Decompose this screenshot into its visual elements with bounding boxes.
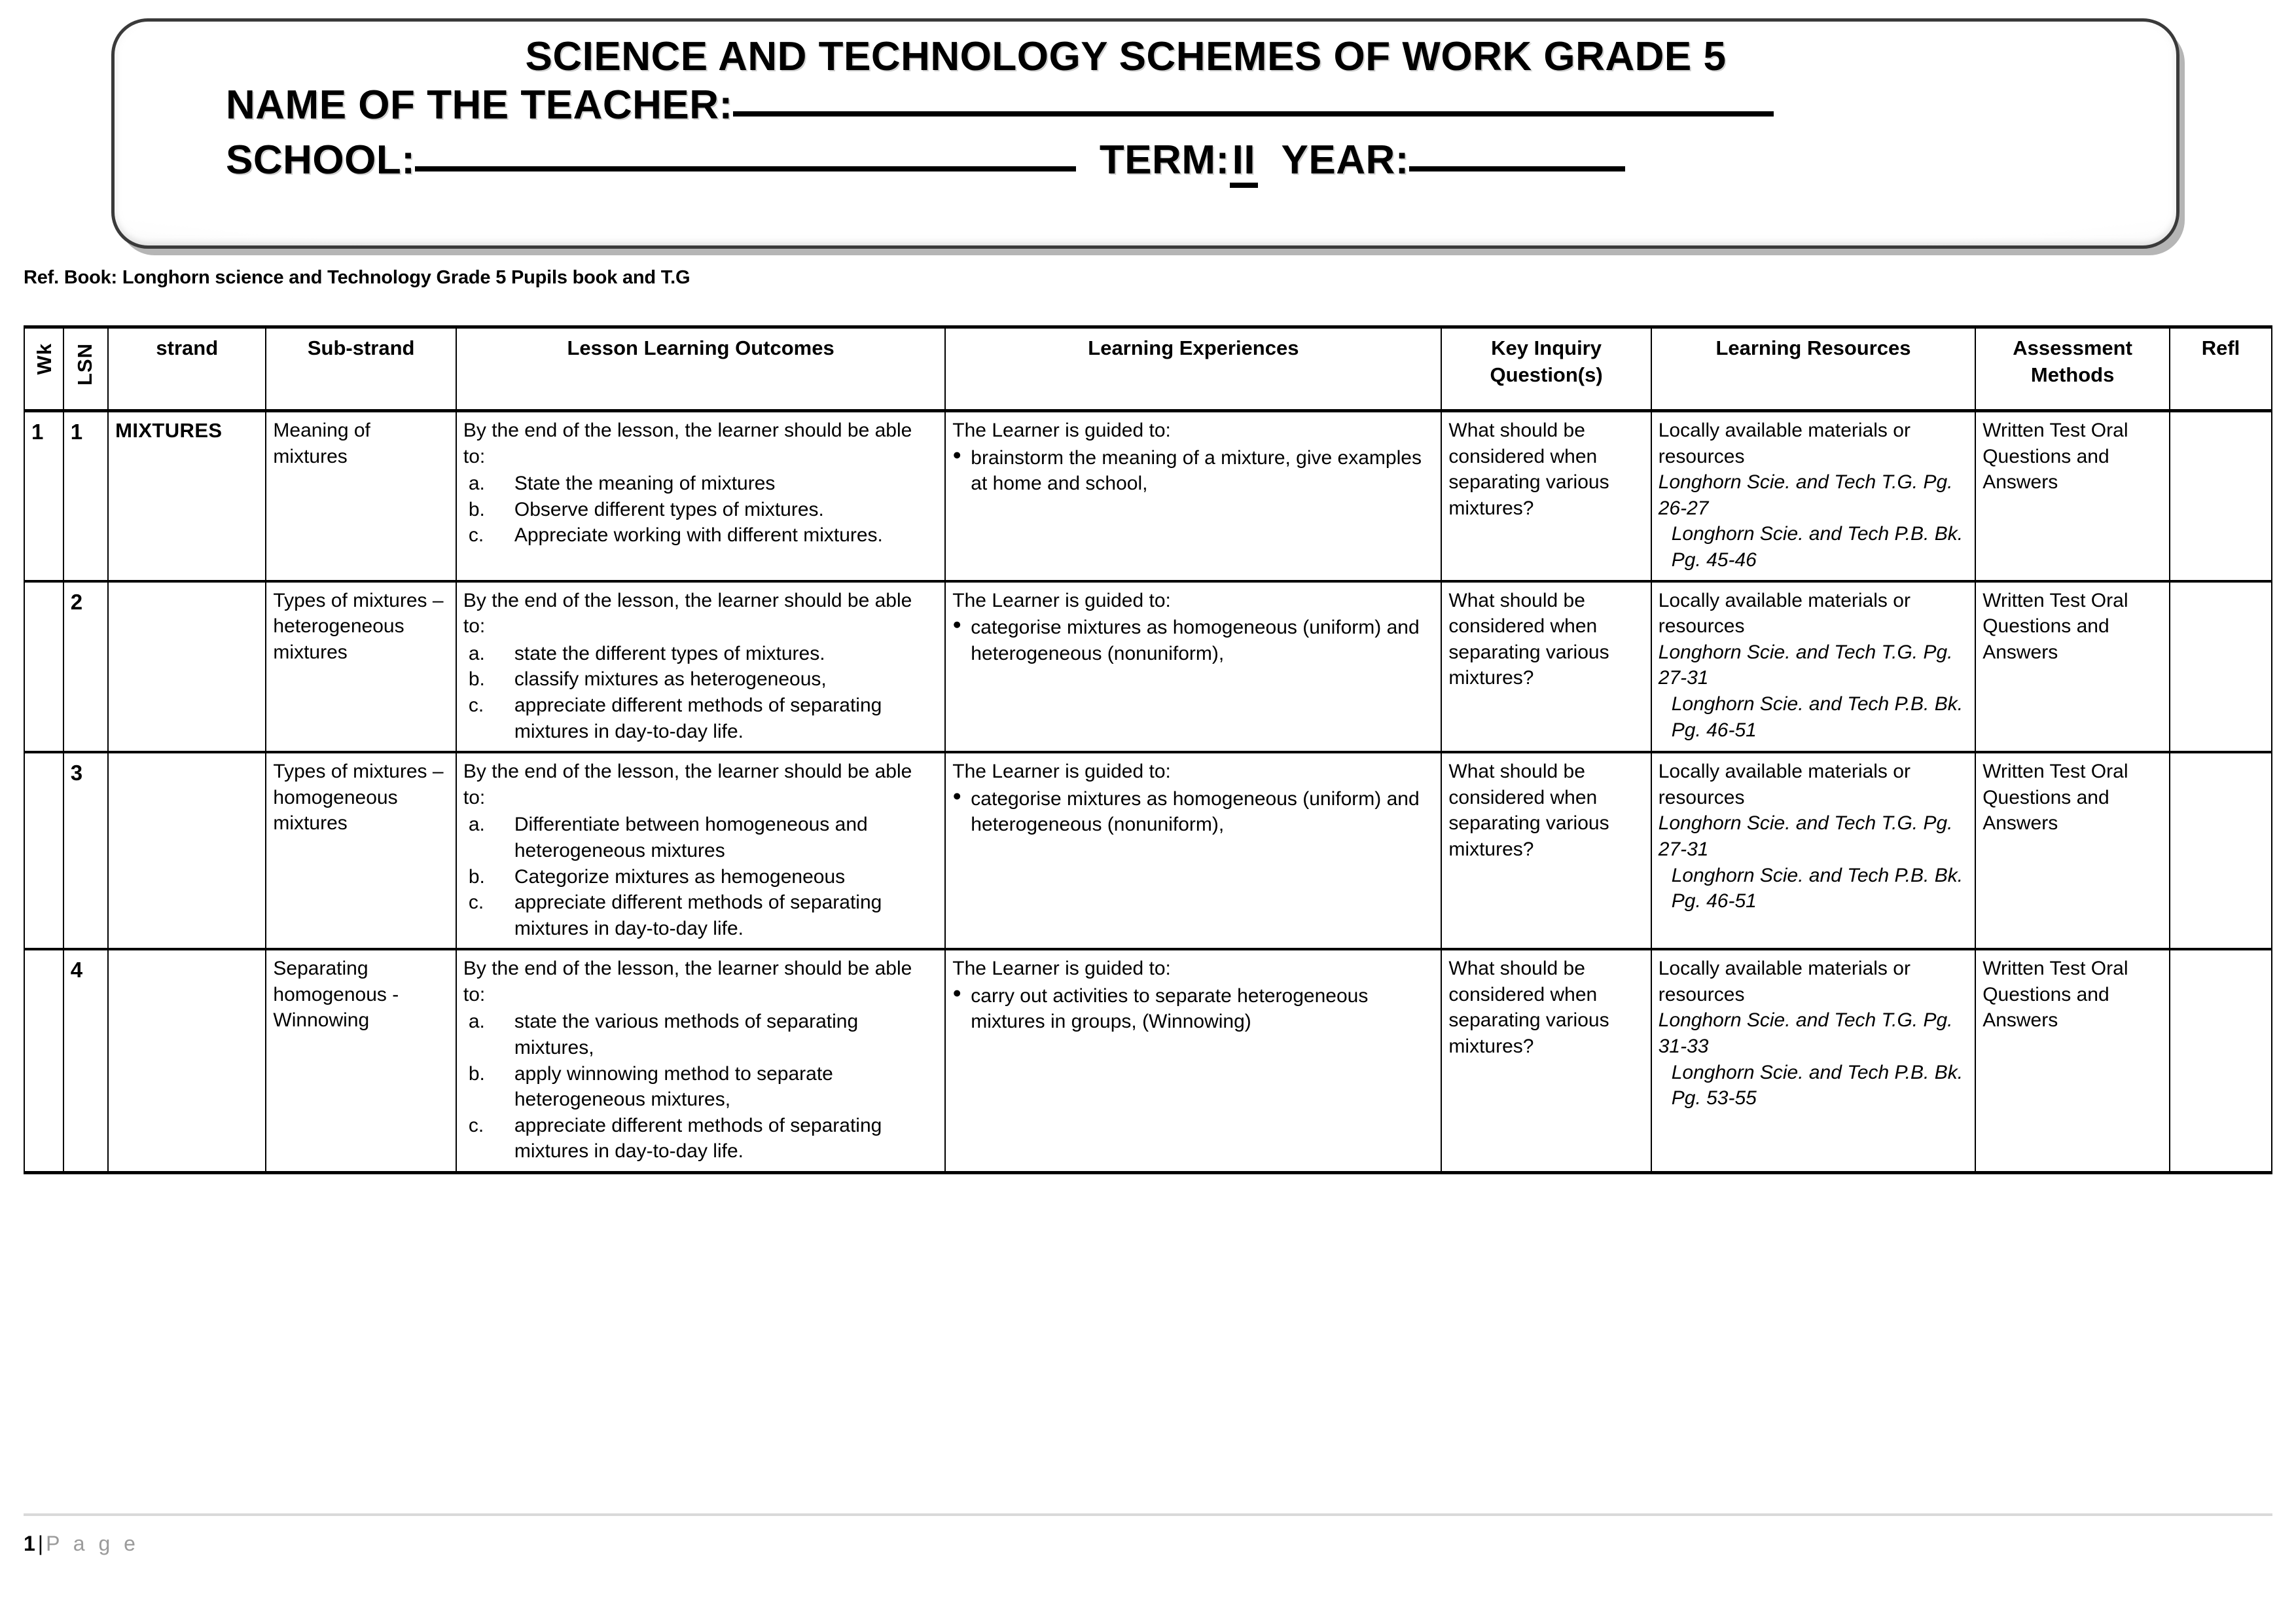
cell-substrand: Meaning of mixtures <box>266 411 456 581</box>
outcome-item: State the meaning of mixtures <box>514 473 776 495</box>
experiences-list <box>952 983 1434 1035</box>
outcomes-list <box>463 1009 938 1164</box>
table-header-row <box>24 327 2272 411</box>
cell-substrand: Separating homogenous - Winnowing <box>266 949 456 1172</box>
resource-reference-tg: Longhorn Scie. and Tech T.G. Pg. 31-33 <box>1658 1009 1953 1058</box>
cell-learning-experiences <box>945 581 1441 753</box>
outcomes-lead: By the end of the lesson, the learner should be able to: <box>463 761 912 808</box>
school-label: SCHOOL: <box>226 137 416 183</box>
outcomes-list <box>463 812 938 941</box>
assessment-line-1: Assessment <box>2013 336 2132 359</box>
experiences-list <box>952 786 1434 838</box>
outcome-item: Differentiate between homogeneous and heterogeneous mixtures <box>514 814 868 861</box>
cell-week <box>24 581 63 753</box>
cell-lesson-number: 1 <box>63 411 108 581</box>
teacher-name-label: NAME OF THE TEACHER: <box>226 82 733 128</box>
cell-lesson-number: 3 <box>63 752 108 949</box>
cell-reflection <box>2170 581 2272 753</box>
cell-learning-resources <box>1651 949 1975 1172</box>
experiences-list <box>952 615 1434 666</box>
outcome-item: appreciate different methods of separating mixtures in day-to-day life. <box>514 694 882 742</box>
outcomes-list <box>463 641 938 744</box>
resource-reference-pb: Longhorn Scie. and Tech P.B. Bk. Pg. 45-46 <box>1671 523 1964 571</box>
outcomes-list <box>463 471 938 549</box>
footer-page-word: P a g e <box>46 1532 139 1555</box>
cell-lesson-learning-outcomes <box>456 949 945 1172</box>
column-header-key-inquiry-questions <box>1441 327 1651 411</box>
reference-book-line: Ref. Book: Longhorn science and Technology Grade 5 Pupils book and T.G <box>24 267 691 288</box>
cell-reflection <box>2170 411 2272 581</box>
cell-key-inquiry-question: What should be considered when separating various mixtures? <box>1441 411 1651 581</box>
outcome-item: apply winnowing method to separate heterogeneous mixtures, <box>514 1062 833 1111</box>
column-header-learning-experiences: Learning Experiences <box>945 327 1441 411</box>
cell-lesson-number: 2 <box>63 581 108 753</box>
school-term-year-row <box>151 137 2140 188</box>
cell-substrand: Types of mixtures – heterogeneous mixtures <box>266 581 456 753</box>
resource-reference-tg: Longhorn Scie. and Tech T.G. Pg. 26-27 <box>1658 471 1953 519</box>
cell-reflection <box>2170 752 2272 949</box>
column-header-assessment-methods <box>1975 327 2170 411</box>
cell-strand <box>108 581 266 753</box>
document-header-box <box>111 18 2179 249</box>
experiences-lead: The Learner is guided to: <box>952 761 1171 783</box>
outcomes-lead: By the end of the lesson, the learner should be able to: <box>463 958 912 1005</box>
cell-lesson-learning-outcomes <box>456 411 945 581</box>
cell-learning-resources <box>1651 752 1975 949</box>
cell-strand: MIXTURES <box>108 411 266 581</box>
column-header-wk <box>24 327 63 411</box>
cell-lesson-learning-outcomes <box>456 752 945 949</box>
footer-separator: | <box>37 1532 44 1555</box>
cell-assessment-methods: Written Test Oral Questions and Answers <box>1975 752 2170 949</box>
key-inquiry-line-2: Question(s) <box>1490 363 1603 386</box>
term-value[interactable]: II <box>1230 137 1258 188</box>
year-blank[interactable] <box>1409 166 1625 171</box>
cell-assessment-methods: Written Test Oral Questions and Answers <box>1975 581 2170 753</box>
outcomes-lead: By the end of the lesson, the learner should be able to: <box>463 420 912 467</box>
teacher-name-blank[interactable] <box>733 111 1774 117</box>
cell-strand <box>108 752 266 949</box>
school-blank[interactable] <box>415 166 1076 171</box>
resource-reference-pb: Longhorn Scie. and Tech P.B. Bk. Pg. 53-55 <box>1671 1061 1964 1110</box>
term-label: TERM: <box>1099 137 1230 183</box>
outcome-item: classify mixtures as heterogeneous, <box>514 668 827 691</box>
cell-key-inquiry-question: What should be considered when separating various mixtures? <box>1441 752 1651 949</box>
experiences-lead: The Learner is guided to: <box>952 958 1171 980</box>
resource-reference-tg: Longhorn Scie. and Tech T.G. Pg. 27-31 <box>1658 641 1953 689</box>
cell-substrand: Types of mixtures – homogeneous mixtures <box>266 752 456 949</box>
cell-assessment-methods: Written Test Oral Questions and Answers <box>1975 949 2170 1172</box>
cell-lesson-learning-outcomes <box>456 581 945 753</box>
cell-week: 1 <box>24 411 63 581</box>
resource-plain: Locally available materials or resources <box>1658 420 1910 467</box>
resource-reference-pb: Longhorn Scie. and Tech P.B. Bk. Pg. 46-51 <box>1671 864 1964 912</box>
teacher-name-row <box>151 82 2140 128</box>
cell-assessment-methods: Written Test Oral Questions and Answers <box>1975 411 2170 581</box>
footer-page-number: 1 <box>24 1532 35 1555</box>
outcome-item: appreciate different methods of separating mixtures in day-to-day life. <box>514 892 882 939</box>
table-row <box>24 411 2272 581</box>
footer-divider <box>24 1513 2272 1516</box>
experience-item: ● categorise mixtures as homogeneous (uniform) and heterogeneous (nonuniform), <box>952 615 1434 666</box>
column-header-lesson-learning-outcomes: Lesson Learning Outcomes <box>456 327 945 411</box>
resource-reference-pb: Longhorn Scie. and Tech P.B. Bk. Pg. 46-51 <box>1671 693 1964 741</box>
table-body <box>24 411 2272 1173</box>
cell-strand <box>108 949 266 1172</box>
column-header-lsn-label: LSN <box>73 343 97 386</box>
footer-page-indicator <box>24 1532 139 1556</box>
resource-plain: Locally available materials or resources <box>1658 761 1910 808</box>
cell-lesson-number: 4 <box>63 949 108 1172</box>
column-header-substrand: Sub-strand <box>266 327 456 411</box>
cell-learning-experiences <box>945 752 1441 949</box>
key-inquiry-line-1: Key Inquiry <box>1491 336 1602 359</box>
outcome-item: Categorize mixtures as hemogeneous <box>514 865 846 888</box>
experience-item: ● brainstorm the meaning of a mixture, give examples at home and school, <box>952 445 1434 497</box>
header-content <box>111 18 2179 249</box>
column-header-strand: strand <box>108 327 266 411</box>
cell-key-inquiry-question: What should be considered when separating various mixtures? <box>1441 949 1651 1172</box>
outcome-item: state the different types of mixtures. <box>514 642 825 664</box>
table-row <box>24 752 2272 949</box>
experience-item: ● carry out activities to separate heterogeneous mixtures in groups, (Winnowing) <box>952 983 1434 1035</box>
column-header-wk-label: Wk <box>33 343 56 375</box>
cell-key-inquiry-question: What should be considered when separating various mixtures? <box>1441 581 1651 753</box>
cell-learning-experiences <box>945 411 1441 581</box>
cell-reflection <box>2170 949 2272 1172</box>
experiences-lead: The Learner is guided to: <box>952 420 1171 441</box>
year-label: YEAR: <box>1281 137 1409 183</box>
experience-item: ● categorise mixtures as homogeneous (uniform) and heterogeneous (nonuniform), <box>952 786 1434 838</box>
table-row <box>24 581 2272 753</box>
outcome-item: appreciate different methods of separating mixtures in day-to-day life. <box>514 1114 882 1163</box>
outcomes-lead: By the end of the lesson, the learner should be able to: <box>463 589 912 638</box>
column-header-learning-resources: Learning Resources <box>1651 327 1975 411</box>
experiences-list <box>952 445 1434 497</box>
column-header-lsn <box>63 327 108 411</box>
column-header-refl: Refl <box>2170 327 2272 411</box>
document-title: SCIENCE AND TECHNOLOGY SCHEMES OF WORK GRADE 5 <box>525 34 1727 79</box>
experiences-lead: The Learner is guided to: <box>952 589 1171 611</box>
cell-learning-experiences <box>945 949 1441 1172</box>
cell-learning-resources <box>1651 581 1975 753</box>
outcome-item: state the various methods of separating mixtures, <box>514 1011 859 1059</box>
resource-reference-tg: Longhorn Scie. and Tech T.G. Pg. 27-31 <box>1658 812 1953 860</box>
resource-plain: Locally available materials or resources <box>1658 589 1910 638</box>
cell-learning-resources <box>1651 411 1975 581</box>
assessment-line-2: Methods <box>2030 363 2115 386</box>
outcome-item: Observe different types of mixtures. <box>514 498 824 520</box>
cell-week <box>24 949 63 1172</box>
table-row <box>24 949 2272 1172</box>
outcome-item: Appreciate working with different mixtures. <box>514 524 883 547</box>
schemes-of-work-table <box>24 325 2272 1174</box>
resource-plain: Locally available materials or resources <box>1658 958 1910 1005</box>
cell-week <box>24 752 63 949</box>
